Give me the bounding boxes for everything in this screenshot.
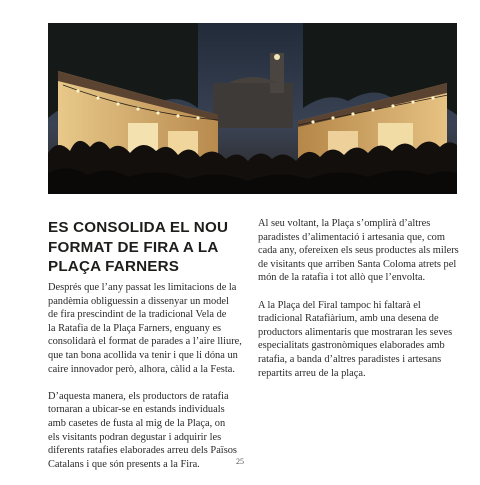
- heading-line: ES CONSOLIDA EL NOU: [48, 219, 229, 236]
- text-line: Al seu voltant, la Plaça s’omplirà d’altres: [258, 218, 431, 229]
- heading-line: FORMAT DE FIRA A LA: [48, 238, 219, 256]
- body-paragraph: [48, 281, 248, 376]
- right-column: [258, 217, 463, 394]
- text-line: tornaran a ubicar-se en estands individuals: [48, 404, 225, 416]
- text-line: món de la ratafia i tot allò que l’envolta.: [258, 272, 426, 284]
- heading-line: PLAÇA FARNERS: [48, 258, 180, 275]
- text-line: caire innovador però, alhora, càlid a la Festa.: [48, 363, 235, 375]
- text-line: amb casetes de fusta al mig de la Plaça, on: [48, 417, 226, 429]
- text-line: diferents ratafies elaborades arreu dels Països: [48, 445, 237, 457]
- text-line: especialitats gastronòmiques elaborades amb: [258, 340, 445, 352]
- text-line: Després que l’any passat les limitacions de la: [48, 282, 237, 293]
- page-number: 25: [236, 457, 244, 466]
- text-line: productors alimentaris que mostraran les seves: [258, 326, 453, 338]
- text-line: consolidarà el format de parades a l’aire lliure,: [48, 336, 242, 348]
- article-heading: [48, 218, 238, 277]
- text-line: paradistes d’alimentació i artesania que, com: [258, 231, 445, 243]
- text-line: els visitants podran degustar i adquirir les: [48, 431, 222, 443]
- text-line: de visitants que arriben Santa Coloma atrets pel: [258, 258, 457, 270]
- text-line: A la Plaça del Firal tampoc hi faltarà el: [258, 299, 421, 311]
- text-line: que tan bona acollida va tenir i que li dóna un: [48, 349, 238, 361]
- text-line: repartits arreu de la plaça.: [258, 367, 366, 379]
- left-column: [48, 281, 248, 485]
- text-line: de fira prescindint de la tradicional Vela de: [48, 309, 227, 321]
- body-paragraph: [258, 299, 463, 381]
- text-line: pandèmia obliguessin a dissenyar un model: [48, 295, 229, 307]
- text-line: ratafia, a banda d’altres paradistes i artesans: [258, 353, 442, 365]
- text-line: la Ratafia de la Plaça Farners, enguany es: [48, 322, 222, 334]
- body-paragraph: [258, 217, 463, 285]
- night-market-illustration: [48, 23, 457, 194]
- text-line: D’aquesta manera, els productors de ratafia: [48, 390, 229, 402]
- night-market-photo: [48, 23, 457, 194]
- text-line: cada any, ofereixen els seus productes als milers: [258, 245, 459, 257]
- text-line: tradicional Ratafiàrium, amb una desena de: [258, 313, 439, 325]
- text-line: Catalans i que són presents a la Fira.: [48, 458, 200, 470]
